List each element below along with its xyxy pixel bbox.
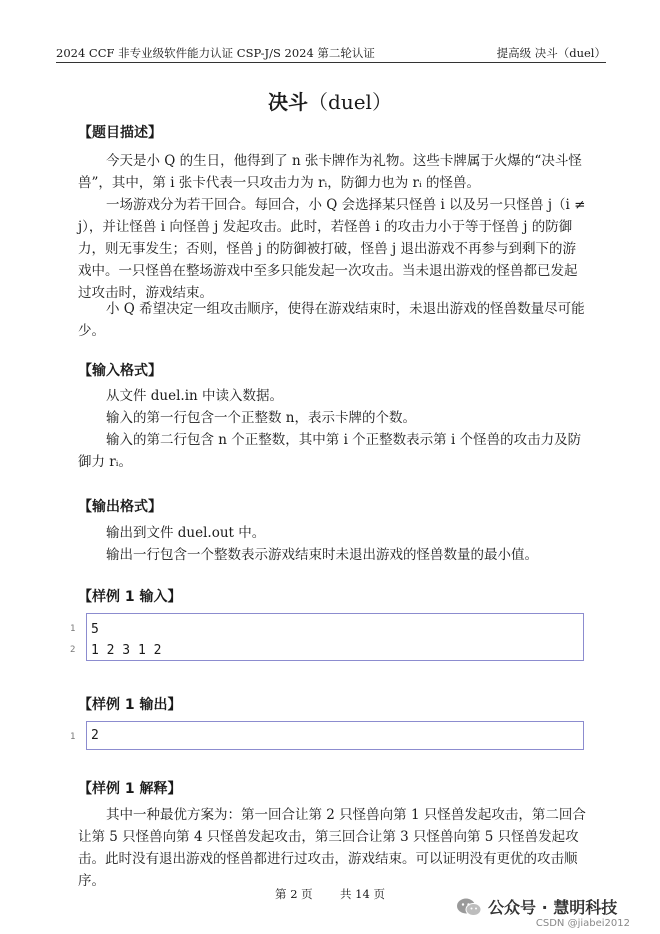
section-description-heading: 【题目描述】	[78, 125, 162, 141]
title-main: 决斗	[268, 90, 309, 114]
line-number: 1	[70, 732, 76, 742]
sample-input-line: 5	[91, 622, 99, 637]
line-number: 2	[70, 645, 76, 655]
section-output-heading: 【输出格式】	[78, 499, 162, 515]
section-explanation-heading: 【样例 1 解释】	[78, 781, 182, 797]
line-number: 1	[70, 624, 76, 634]
output-format-line-1: 输出到文件 duel.out 中。	[106, 525, 266, 541]
csdn-watermark: CSDN @jiabei2012	[535, 918, 630, 929]
header-right-text: 提高级 决斗（duel）	[496, 46, 606, 60]
header-left-text: 2024 CCF 非专业级软件能力认证 CSP-J/S 2024 第二轮认证	[56, 46, 375, 60]
sample-output-box	[86, 721, 584, 750]
output-format-line-2: 输出一行包含一个整数表示游戏结束时未退出游戏的怪兽数量的最小值。	[106, 547, 538, 563]
page-number: 第 2 页	[275, 887, 313, 901]
page-total: 共 14 页	[340, 887, 385, 901]
section-input-heading: 【输入格式】	[78, 363, 162, 379]
title-sub: （duel）	[308, 90, 392, 114]
description-paragraph-3: 小 Q 希望决定一组攻击顺序，使得在游戏结束时，未退出游戏的怪兽数量尽可能少。	[78, 301, 585, 339]
watermark	[456, 895, 617, 918]
description-paragraph-1: 今天是小 Q 的生日，他得到了 n 张卡牌作为礼物。这些卡牌属于火爆的“决斗怪兽”，其中，第 i 张卡代表一只攻击力为 rᵢ，防御力也为 rᵢ 的怪兽。	[78, 153, 582, 191]
problem-title	[0, 86, 660, 115]
input-format-line-1: 从文件 duel.in 中读入数据。	[106, 388, 284, 404]
wechat-icon	[456, 897, 482, 917]
input-format-line-2: 输入的第一行包含一个正整数 n，表示卡牌的个数。	[106, 410, 416, 426]
section-sample-output-heading: 【样例 1 输出】	[78, 697, 182, 713]
input-format-line-3: 输入的第二行包含 n 个正整数，其中第 i 个正整数表示第 i 个怪兽的攻击力及防御力 rᵢ。	[78, 432, 582, 470]
sample-input-box	[86, 613, 584, 661]
watermark-text: 公众号 · 慧明科技	[488, 898, 618, 917]
description-paragraph-2: 一场游戏分为若干回合。每回合，小 Q 会选择某只怪兽 i 以及另一只怪兽 j（i ≠ j），并让怪兽 i 向怪兽 j 发起攻击。此时，若怪兽 i 的攻击力小于等于怪兽 j 的防御力，则无事发生；否则，怪兽 j 的防御被打破，怪兽 j 退出游戏不再参与到剩下的游戏中。一只怪兽在整场游戏中至多只能发起一次攻击。当未退出游戏的怪兽都已发起过攻击时，游戏结束。	[78, 197, 586, 301]
sample-output-line: 2	[91, 728, 99, 743]
sample-input-line: 1 2 3 1 2	[91, 643, 162, 658]
section-sample-input-heading: 【样例 1 输入】	[78, 589, 182, 605]
explanation-paragraph: 其中一种最优方案为：第一回合让第 2 只怪兽向第 1 只怪兽发起攻击，第二回合让第 5 只怪兽向第 4 只怪兽发起攻击，第三回合让第 3 只怪兽向第 5 只怪兽发起攻击。此时没有退出游戏的怪兽都进行过攻击，游戏结束。可以证明没有更优的攻击顺序。	[78, 807, 586, 889]
page-header	[56, 42, 606, 63]
